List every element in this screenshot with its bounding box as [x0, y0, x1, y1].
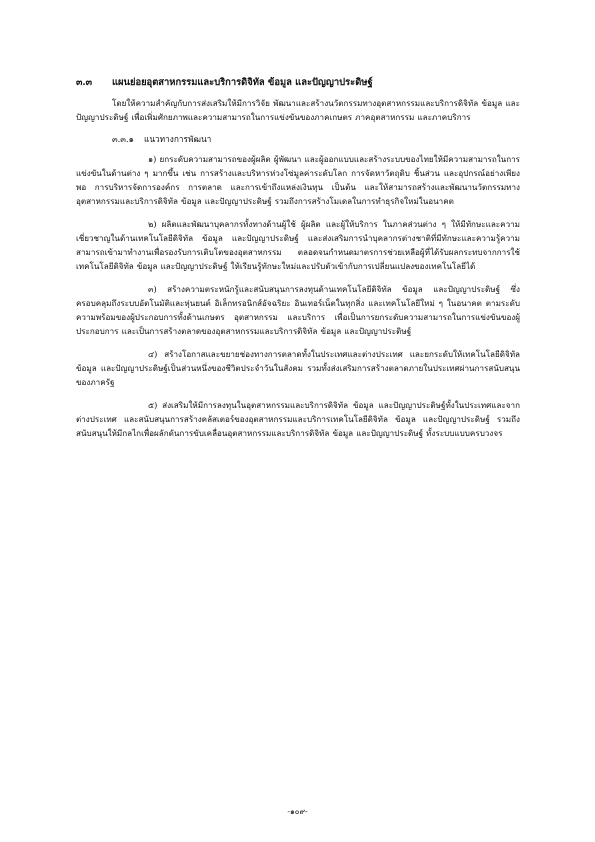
development-item-4: ๔) สร้างโอกาสและขยายช่องทางการตลาดทั้งในประเทศและต่างประเทศ และยกระดับให้เทคโนโลยีดิจิทัล ข้อมูล และปัญญาประดิษฐ์เป็นส่วนหนึ่งของชีวิตประจำวันในสังคม รวมทั้งส่งเสริมการสร้างตลาดภายในประเทศผ่านการสนับสนุนของภาครัฐ: [76, 349, 520, 387]
section-heading: [76, 76, 520, 90]
development-item-2: ๒) ผลิตและพัฒนาบุคลากรทั้งทางด้านผู้ใช้ ผู้ผลิต และผู้ให้บริการ ในภาคส่วนต่าง ๆ ให้มีทักษะและความเชี่ยวชาญในด้านเทคโนโลยีดิจิทัล ข้อมูล และปัญญาประดิษฐ์ และส่งเสริมการนำบุคลากรต่างชาติที่มีทักษะและความรู้ความสามารถเข้ามาทำงานเพื่อรองรับการเติบโตของอุตสาหกรรม ตลอดจนกำหนดมาตรการช่วยเหลือผู้ที่ได้รับผลกระทบจากการใช้เทคโนโลยีดิจิทัล ข้อมูล และปัญญาประดิษฐ์ ให้เรียนรู้ทักษะใหม่และปรับตัวเข้ากับการเปลี่ยนแปลงของเทคโนโลยีได้: [76, 219, 520, 271]
development-item-1: ๑) ยกระดับความสามารถของผู้ผลิต ผู้พัฒนา และผู้ออกแบบและสร้างระบบของไทยให้มีความสามารถในการแข่งขันในด้านต่าง ๆ มากขึ้น เช่น การสร้างและบริหารห่วงโซ่มูลค่าระดับโลก การจัดหาวัตถุดิบ ชิ้นส่วน และอุปกรณ์อย่างเพียงพอ การบริหารจัดการองค์กร การตลาด และการเข้าถึงแหล่งเงินทุน เป็นต้น และให้สามารถสร้างและพัฒนานวัตกรรมทางอุตสาหกรรมและบริการดิจิทัล ข้อมูล และปัญญาประดิษฐ์ รวมถึงการสร้างโมเดลในการทำธุรกิจใหม่ในอนาคต: [76, 154, 520, 206]
development-item-5: ๕) ส่งเสริมให้มีการลงทุนในอุตสาหกรรมและบริการดิจิทัล ข้อมูล และปัญญาประดิษฐ์ทั้งในประเทศและจากต่างประเทศ และสนับสนุนการสร้างคลัสเตอร์ของอุตสาหกรรมและบริการเทคโนโลยีดิจิทัล ข้อมูล และปัญญาประดิษฐ์ รวมถึงสนับสนุนให้มีกลไกเพื่อผลักดันการขับเคลื่อนอุตสาหกรรมและบริการดิจิทัล ข้อมูล และปัญญาประดิษฐ์ ทั้งระบบแบบครบวงจร: [76, 400, 520, 438]
page-content: [76, 76, 520, 440]
subsection-title: แนวทางการพัฒนา: [144, 134, 212, 144]
subsection-heading: [76, 132, 520, 146]
subsection-number: ๓.๓.๑: [112, 134, 134, 144]
development-item-3: ๓) สร้างความตระหนักรู้และสนับสนุนการลงทุนด้านเทคโนโลยีดิจิทัล ข้อมูล และปัญญาประดิษฐ์ ซึ่งครอบคลุมถึงระบบอัตโนมัติและหุ่นยนต์ อิเล็กทรอนิกส์อัจฉริยะ อินเทอร์เน็ตในทุกสิ่ง และเทคโนโลยีใหม่ ๆ ในอนาคต ตามระดับความพร้อมของผู้ประกอบการทั้งด้านเกษตร อุตสาหกรรม และบริการ เพื่อเป็นการยกระดับความสามารถในการแข่งขันของผู้ประกอบการ และเป็นการสร้างตลาดของอุตสาหกรรมและบริการดิจิทัล ข้อมูล และปัญญาประดิษฐ์: [76, 284, 520, 336]
section-number: ๓.๓: [76, 77, 93, 88]
page-number: -๑๐๙-: [287, 807, 308, 816]
section-title: แผนย่อยอุตสาหกรรมและบริการดิจิทัล ข้อมูล และปัญญาประดิษฐ์: [112, 77, 373, 88]
intro-paragraph: โดยให้ความสำคัญกับการส่งเสริมให้มีการวิจัย พัฒนาและสร้างนวัตกรรมทางอุตสาหกรรมและบริการดิจิทัล ข้อมูล และปัญญาประดิษฐ์ เพื่อเพิ่มศักยภาพและความสามารถในการแข่งขันของภาคเกษตร ภาคอุตสาหกรรม และภาคบริการ: [76, 98, 520, 122]
